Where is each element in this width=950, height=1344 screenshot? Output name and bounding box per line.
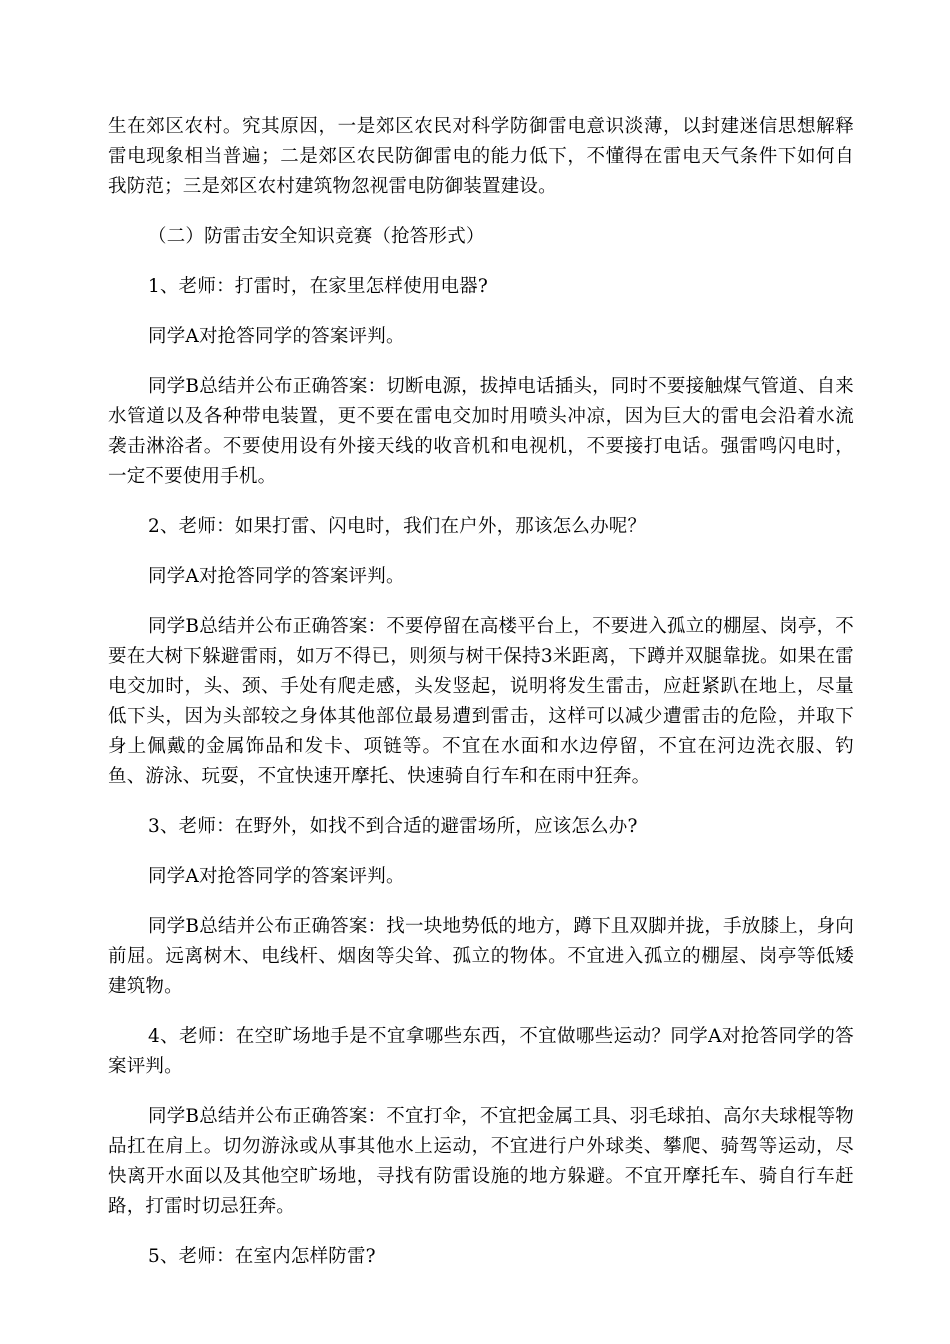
judge-note-3: 同学A对抢答同学的答案评判。 [148, 866, 405, 887]
answer-3: 同学B总结并公布正确答案：找一块地势低的地方，蹲下且双脚并拢，手放膝上，身向前屈。远离树木、电线杆、烟囱等尖耸、孤立的物体。不宜进入孤立的棚屋、岗亭等低矮建筑物。 [108, 916, 854, 997]
answer-2: 同学B总结并公布正确答案：不要停留在高楼平台上，不要进入孤立的棚屋、岗亭，不要在大树下躲避雷雨，如万不得已，则须与树干保持3米距离，下蹲并双腿靠拢。如果在雷电交加时，头、颈、手处有爬走感，头发竖起，说明将发生雷击，应赶紧趴在地上，尽量低下头，因为头部较之身体其他部位最易遭到雷击，这样可以减少遭雷击的危险，并取下身上佩戴的金属饰品和发卡、项链等。不宜在水面和水边停留，不宜在河边洗衣服、钓鱼、游泳、玩耍，不宜快速开摩托、快速骑自行车和在雨中狂奔。 [108, 616, 854, 787]
question-1: 1、老师：打雷时，在家里怎样使用电器? [148, 276, 488, 297]
answer-1: 同学B总结并公布正确答案：切断电源，拔掉电话插头，同时不要接触煤气管道、自来水管道以及各种带电装置，更不要在雷电交加时用喷头冲凉，因为巨大的雷电会沿着水流袭击淋浴者。不要使用设有外接天线的收音机和电视机，不要接打电话。强雷鸣闪电时，一定不要使用手机。 [108, 376, 854, 487]
question-3: 3、老师：在野外，如找不到合适的避雷场所，应该怎么办? [148, 816, 638, 837]
section-heading: （二）防雷击安全知识竞赛（抢答形式） [148, 226, 485, 247]
document-page [108, 112, 854, 1272]
judge-note-1: 同学A对抢答同学的答案评判。 [148, 326, 405, 347]
question-5: 5、老师：在室内怎样防雷? [148, 1246, 376, 1267]
question-4: 4、老师：在空旷场地手是不宜拿哪些东西，不宜做哪些运动？同学A对抢答同学的答案评判。 [108, 1026, 854, 1077]
judge-note-2: 同学A对抢答同学的答案评判。 [148, 566, 405, 587]
paragraph-continuation: 生在郊区农村。究其原因，一是郊区农民对科学防御雷电意识淡薄，以封建迷信思想解释雷电现象相当普遍；二是郊区农民防御雷电的能力低下，不懂得在雷电天气条件下如何自我防范；三是郊区农村建筑物忽视雷电防御装置建设。 [108, 116, 854, 197]
answer-4: 同学B总结并公布正确答案：不宜打伞，不宜把金属工具、羽毛球拍、高尔夫球棍等物品扛在肩上。切勿游泳或从事其他水上运动，不宜进行户外球类、攀爬、骑驾等运动，尽快离开水面以及其他空旷场地，寻找有防雷设施的地方躲避。不宜开摩托车、骑自行车赶路，打雷时切忌狂奔。 [108, 1106, 854, 1217]
question-2: 2、老师：如果打雷、闪电时，我们在户外，那该怎么办呢？ [148, 516, 647, 537]
